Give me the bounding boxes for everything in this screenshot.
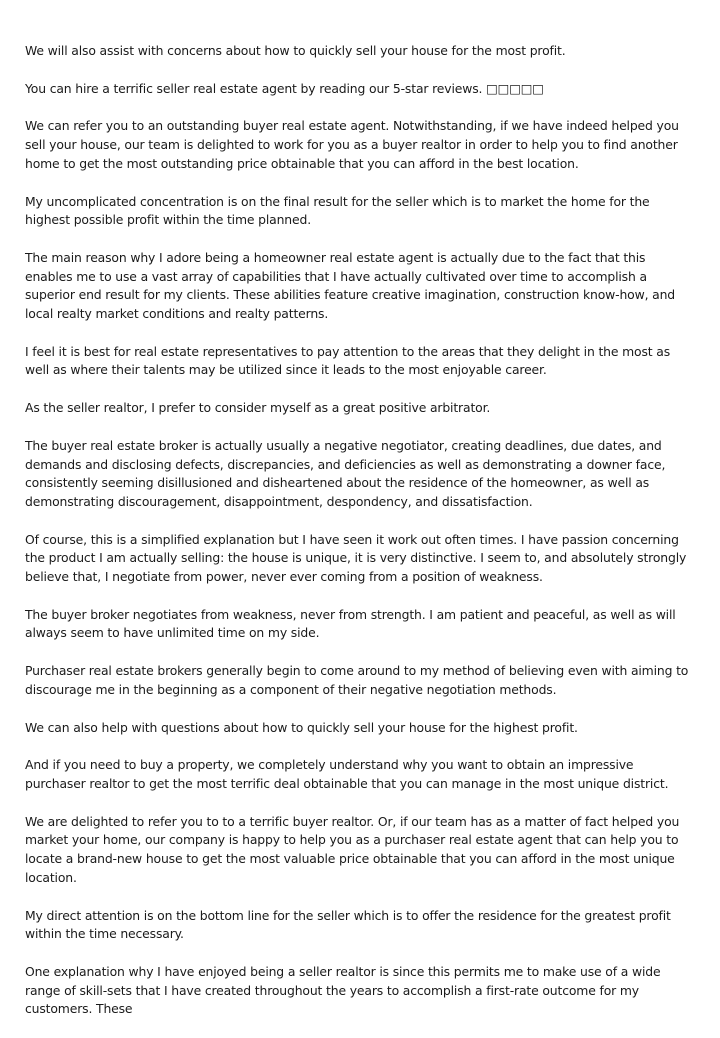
- paragraph: We can also help with questions about how to quickly sell your house for the highest profit.: [25, 719, 578, 735]
- paragraph: The buyer broker negotiates from weakness, never from strength. I am patient and peaceful, as well as will always seem to have unlimited time on my side.: [25, 606, 676, 641]
- paragraph: The buyer real estate broker is actually usually a negative negotiator, creating deadlines, due dates, and demands and disclosing defects, discrepancies, and deficiencies as well as demonstrating a downer face, consistently seeming disillusioned and disheartened about the residence of the homeowner, as well as demonstrating discouragement, disappointment, despondency, and dissatisfaction.: [25, 437, 666, 509]
- paragraph: As the seller realtor, I prefer to consider myself as a great positive arbitrator.: [25, 400, 491, 416]
- document-body: [25, 42, 695, 1038]
- paragraph: One explanation why I have enjoyed being a seller realtor is since this permits me to make use of a wide range of skill-sets that I have created throughout the years to accomplish a first-rate outcome for my customers. These: [25, 963, 661, 1017]
- paragraph: We can refer you to an outstanding buyer real estate agent. Notwithstanding, if we have indeed helped you sell your house, our team is delighted to work for you as a buyer realtor in order to help you to find another home to get the most outstanding price obtainable that you can afford in the best location.: [25, 118, 679, 171]
- paragraph: My direct attention is on the bottom line for the seller which is to offer the residence for the greatest profit within the time necessary.: [25, 907, 671, 942]
- paragraph: We will also assist with concerns about how to quickly sell your house for the most profit.: [25, 43, 566, 58]
- paragraph: We are delighted to refer you to to a terrific buyer realtor. Or, if our team has as a matter of fact helped you market your home, our company is happy to help you as a purchaser real estate agent that can help you to locate a brand-new house to get the most valuable price obtainable that you can afford in the most unique location.: [25, 813, 680, 885]
- paragraph: Of course, this is a simplified explanation but I have seen it work out often times. I have passion concerning the product I am actually selling: the house is unique, it is very distinctive. I seem to, and absolutely strongly believe that, I negotiate from power, never ever coming from a position of weakness.: [25, 531, 687, 585]
- paragraph: You can hire a terrific seller real estate agent by reading our 5-star reviews. □□□□□: [25, 80, 544, 96]
- paragraph: And if you need to buy a property, we completely understand why you want to obtain an impressive purchaser realtor to get the most terrific deal obtainable that you can manage in the most unique district.: [25, 757, 669, 791]
- paragraph: I feel it is best for real estate representatives to pay attention to the areas that they delight in the most as well as where their talents may be utilized since it leads to the most enjoyable career.: [25, 343, 671, 378]
- paragraph: Purchaser real estate brokers generally begin to come around to my method of believing even with aiming to discourage me in the beginning as a component of their negative negotiation methods.: [25, 663, 689, 697]
- paragraph: My uncomplicated concentration is on the final result for the seller which is to market the home for the highest possible profit within the time planned.: [25, 193, 650, 228]
- paragraph: The main reason why I adore being a homeowner real estate agent is actually due to the fact that this enables me to use a vast array of capabilities that I have actually cultivated over time to accomplish a superior end result for my clients. These abilities feature creative imagination, construction know-how, and local realty market conditions and realty patterns.: [25, 249, 676, 322]
